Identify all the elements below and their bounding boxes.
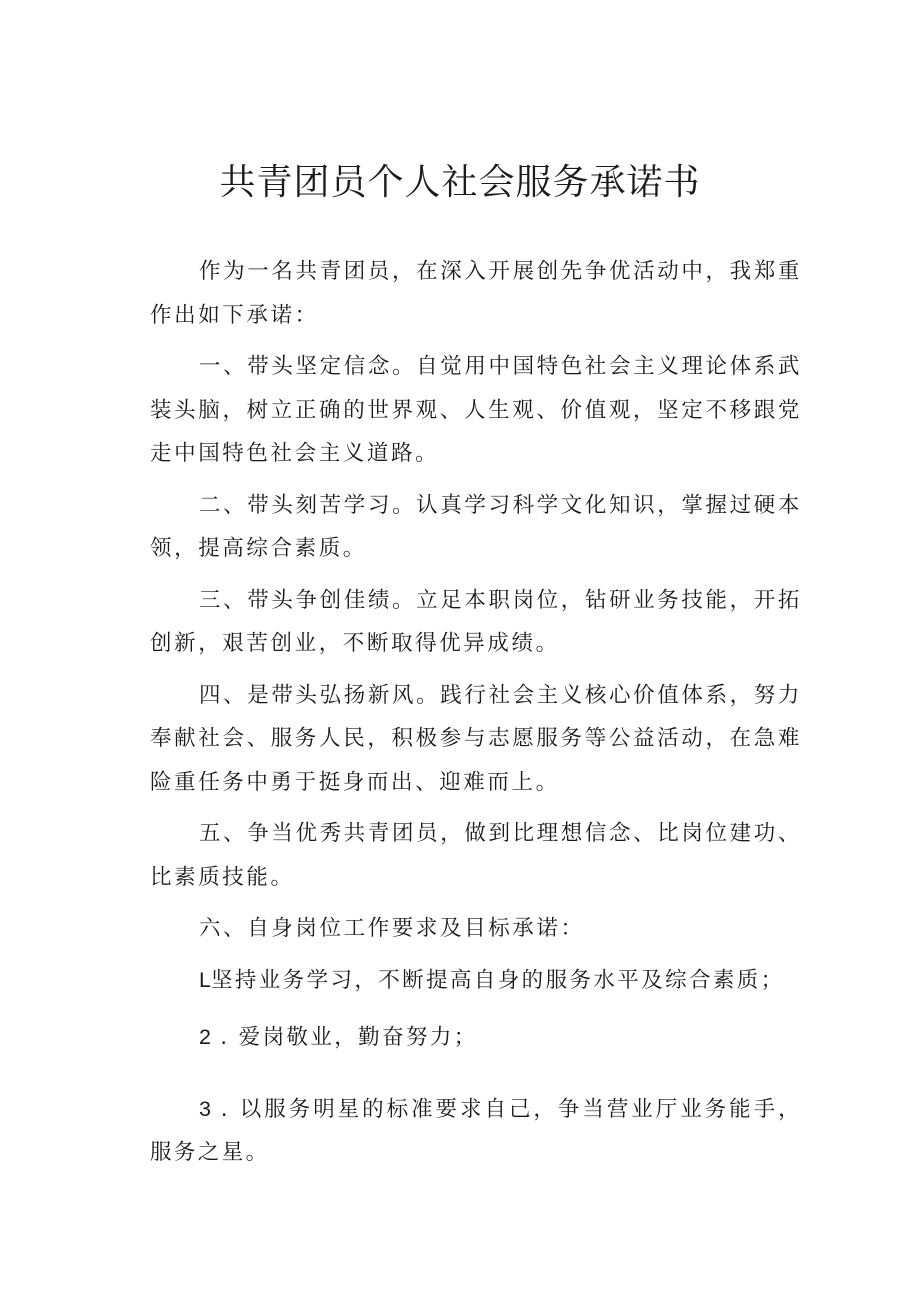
list-item-marker: L xyxy=(199,967,211,992)
commitment-4-paragraph: 四、是带头弘扬新风。践行社会主义核心价值体系，努力奉献社会、服务人民，积极参与志愿服务等公益活动，在急难险重任务中勇于挺身而出、迎难而上。 xyxy=(150,682,802,795)
commitment-1-paragraph: 一、带头坚定信念。自觉用中国特色社会主义理论体系武装头脑，树立正确的世界观、人生观、价值观，坚定不移跟党走中国特色社会主义道路。 xyxy=(150,354,802,466)
list-item-text: . 以服务明星的标准要求自己，争当营业厅业务能手，服务之星。 xyxy=(150,1096,802,1165)
commitment-6-paragraph: 六、自身岗位工作要求及目标承诺： xyxy=(199,916,585,941)
list-item xyxy=(150,1016,802,1060)
list-item-text: . 爱岗敬业，勤奋努力； xyxy=(210,1025,478,1050)
commitment-2-paragraph: 二、带头刻苦学习。认真学习科学文化知识，掌握过硬本领，提高综合素质。 xyxy=(150,492,802,561)
document-title: 共青团员个人社会服务承诺书 xyxy=(219,162,701,203)
intro-paragraph: 作为一名共青团员，在深入开展创先争优活动中，我郑重作出如下承诺： xyxy=(150,259,802,328)
list-item xyxy=(150,959,802,1003)
list-item xyxy=(150,1088,802,1175)
list-item-text: 坚持业务学习，不断提高自身的服务水平及综合素质； xyxy=(210,967,785,993)
commitment-5-paragraph: 五、争当优秀共青团员，做到比理想信念、比岗位建功、比素质技能。 xyxy=(150,821,802,890)
list-item-marker: 3 xyxy=(199,1096,211,1121)
document-body xyxy=(150,250,802,1175)
list-item-marker: 2 xyxy=(199,1025,211,1049)
commitment-3-paragraph: 三、带头争创佳绩。立足本职岗位，钻研业务技能，开拓创新，艰苦创业，不断取得优异成绩。 xyxy=(150,587,802,656)
